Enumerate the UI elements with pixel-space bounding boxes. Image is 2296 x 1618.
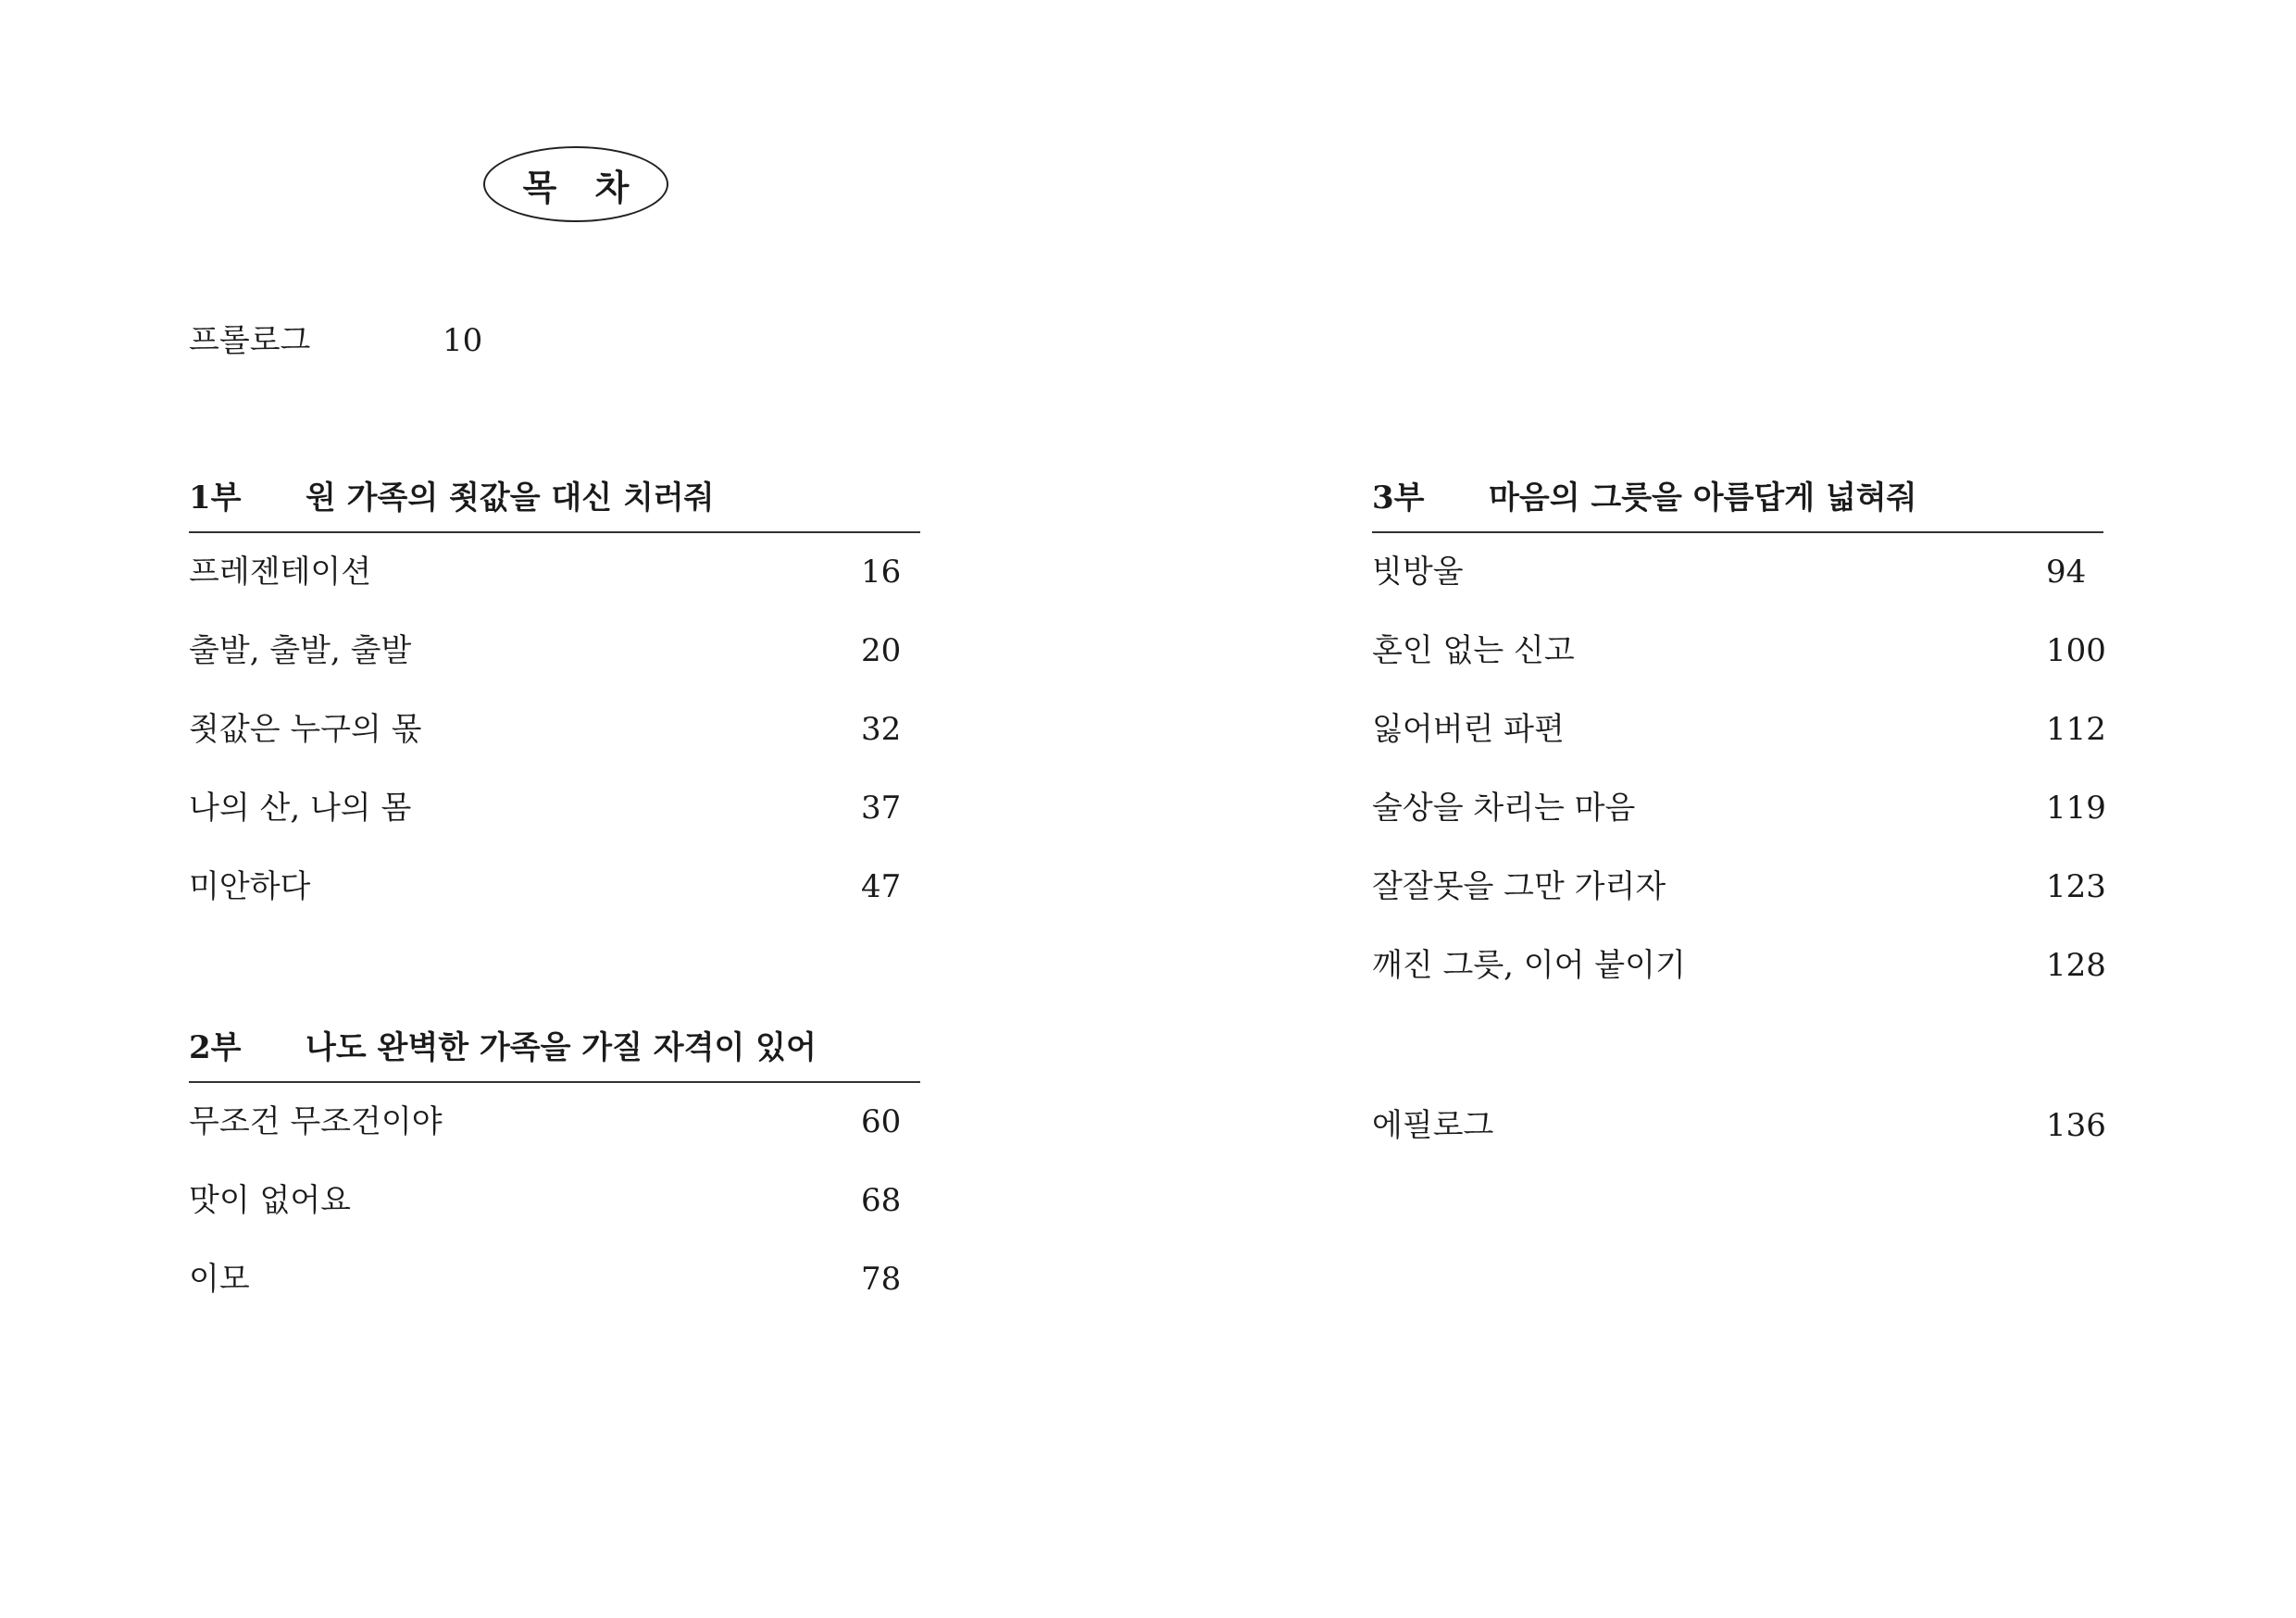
- chapter-page: 20: [861, 632, 902, 669]
- chapter-page: 78: [861, 1261, 902, 1298]
- chapter-page: 37: [861, 790, 902, 827]
- part-3-header: [1372, 478, 2103, 518]
- chapter-page: 100: [2046, 632, 2106, 669]
- part-1-section: [189, 478, 920, 927]
- chapter-page: 128: [2046, 947, 2106, 984]
- chapter-label: 프레젠테이션: [189, 554, 372, 591]
- chapter-label: 깨진 그릇, 이어 붙이기: [1372, 947, 1686, 984]
- part-3-number: 3부: [1372, 479, 1425, 517]
- part-2-header: [189, 1027, 920, 1068]
- chapter-entry: [189, 1240, 920, 1319]
- chapter-entry: [1372, 927, 2106, 1005]
- chapter-label: 죗값은 누구의 몫: [189, 711, 422, 748]
- prologue-page: 10: [443, 322, 483, 359]
- chapter-label: 술상을 차리는 마음: [1372, 790, 1636, 827]
- chapter-entry: [189, 1162, 920, 1240]
- chapter-entry: [189, 769, 920, 848]
- chapter-label: 출발, 출발, 출발: [189, 632, 412, 669]
- chapter-entry: [189, 533, 920, 612]
- epilogue-page: 136: [2046, 1107, 2106, 1144]
- chapter-label: 잘잘못을 그만 가리자: [1372, 868, 1666, 905]
- chapter-page: 16: [861, 554, 902, 591]
- part-1-title: 원 가족의 죗값을 대신 치러줘: [306, 479, 715, 517]
- chapter-entry: [1372, 848, 2106, 927]
- toc-title: 목 차: [522, 166, 643, 208]
- part-2-number: 2부: [189, 1029, 242, 1066]
- toc-title-oval: [483, 146, 668, 222]
- part-3-title: 마음의 그릇을 아름답게 넓혀줘: [1489, 479, 1917, 517]
- chapter-page: 119: [2046, 790, 2106, 827]
- part-3-section: [1372, 478, 2106, 1005]
- chapter-page: 123: [2046, 868, 2106, 905]
- part-1-number: 1부: [189, 479, 242, 517]
- part-1-header: [189, 478, 920, 518]
- chapter-label: 나의 산, 나의 몸: [189, 790, 412, 827]
- chapter-entry: [189, 1083, 920, 1162]
- prologue-label: 프롤로그: [189, 322, 311, 359]
- chapter-label: 무조건 무조건이야: [189, 1103, 443, 1140]
- epilogue-label: 에필로그: [1372, 1107, 1494, 1144]
- chapter-page: 60: [861, 1103, 902, 1140]
- chapter-page: 47: [861, 868, 902, 905]
- chapter-entry: [189, 848, 920, 927]
- chapter-label: 빗방울: [1372, 554, 1464, 591]
- chapter-label: 미안하다: [189, 868, 311, 905]
- chapter-page: 68: [861, 1182, 902, 1219]
- chapter-label: 혼인 없는 신고: [1372, 632, 1575, 669]
- epilogue-entry: [1372, 1105, 2106, 1146]
- chapter-entry: [189, 612, 920, 691]
- chapter-page: 32: [861, 711, 902, 748]
- chapter-page: 112: [2046, 711, 2106, 748]
- chapter-label: 맛이 없어요: [189, 1182, 352, 1219]
- part-2-section: [189, 1027, 920, 1319]
- chapter-entry: [1372, 691, 2106, 769]
- chapter-label: 잃어버린 파편: [1372, 711, 1565, 748]
- chapter-entry: [189, 691, 920, 769]
- chapter-page: 94: [2046, 554, 2087, 591]
- chapter-entry: [1372, 612, 2106, 691]
- chapter-label: 이모: [189, 1261, 250, 1298]
- chapter-entry: [1372, 769, 2106, 848]
- chapter-entry: [1372, 533, 2103, 612]
- part-2-title: 나도 완벽한 가족을 가질 자격이 있어: [306, 1029, 817, 1066]
